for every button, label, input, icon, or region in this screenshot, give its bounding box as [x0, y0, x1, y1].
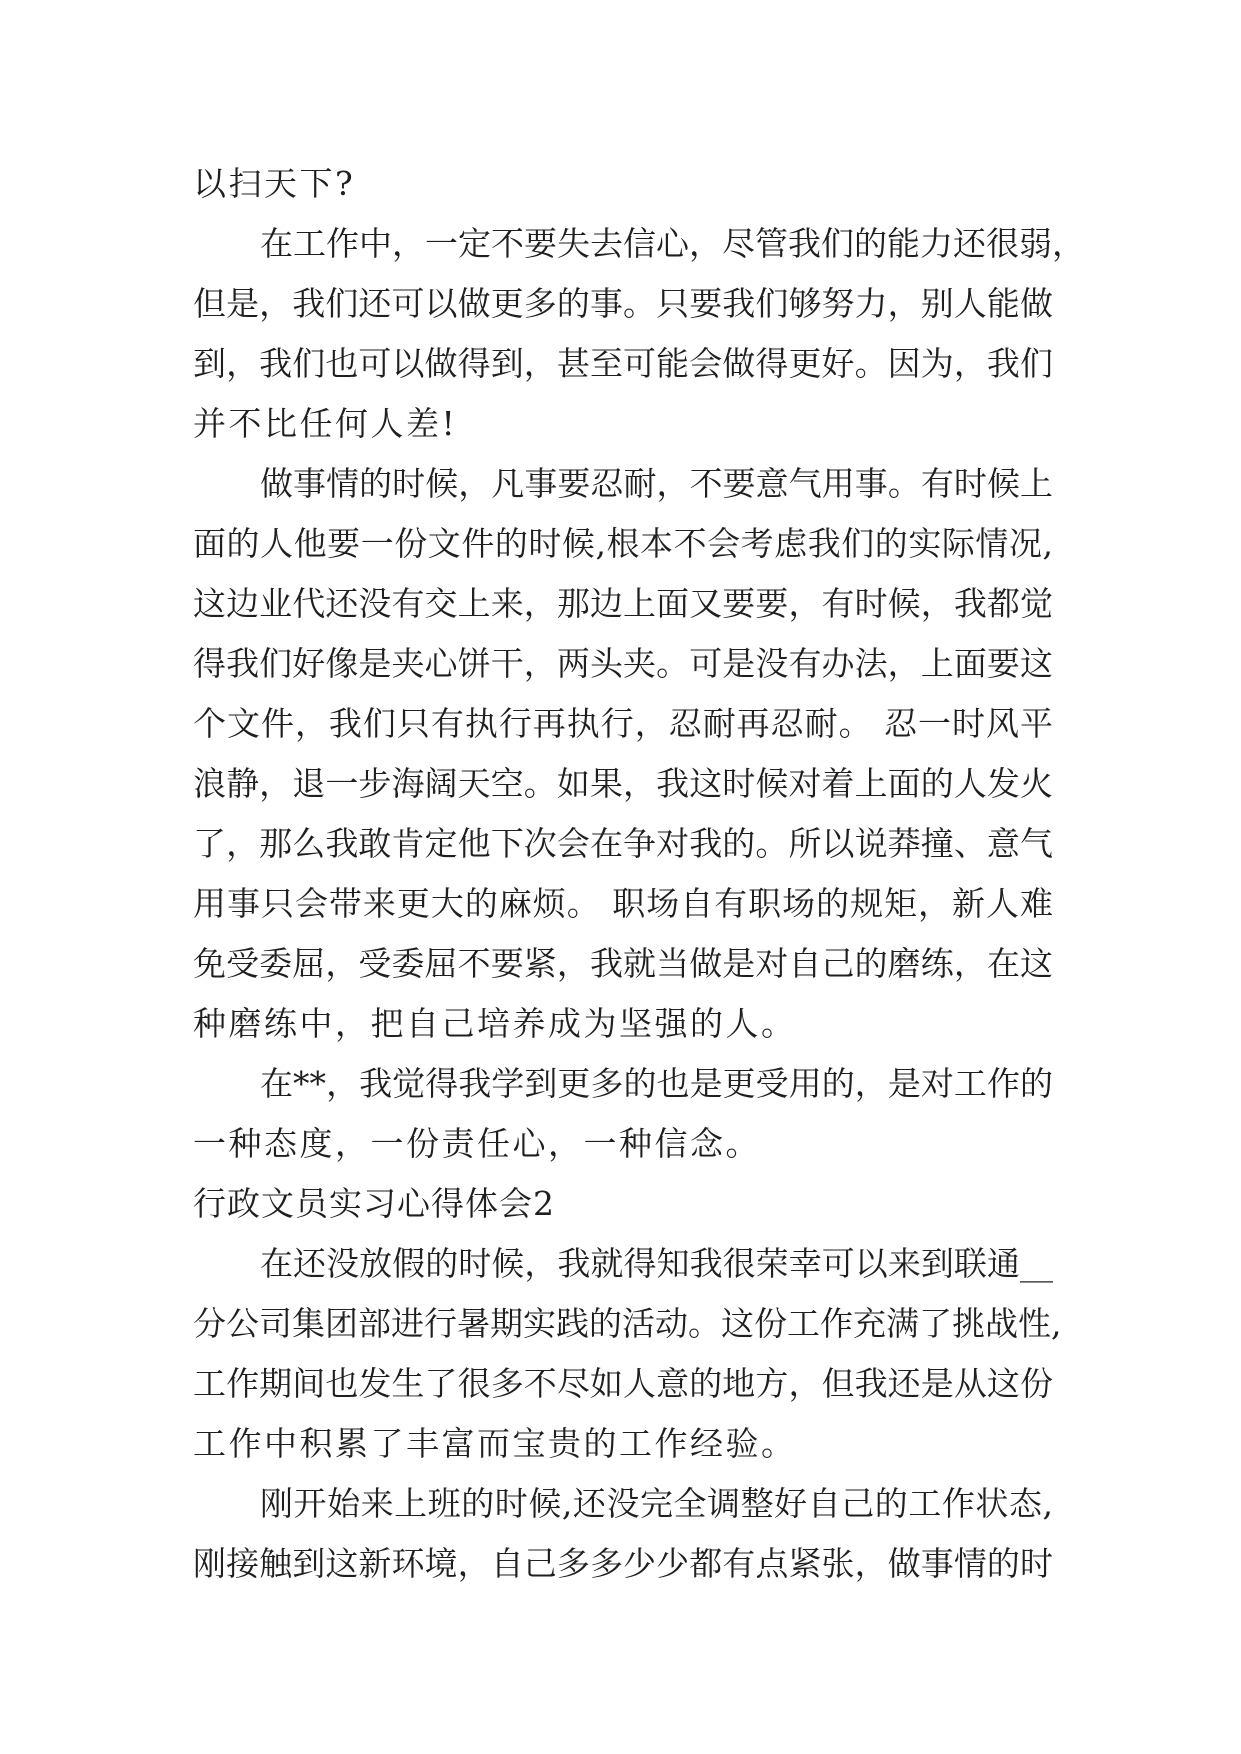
text-line: 工作中积累了丰富而宝贵的工作经验。: [193, 1424, 797, 1463]
text-line: 免受委屈，受委屈不要紧，我就当做是对自己的磨练，在这: [193, 944, 1053, 983]
text-line: 一种态度，一份责任心，一种信念。: [193, 1124, 761, 1163]
text-line: 在还没放假的时候，我就得知我很荣幸可以来到联通__: [260, 1244, 1053, 1283]
text-line: 到，我们也可以做得到，甚至可能会做得更好。因为，我们: [193, 344, 1053, 383]
text-line: 刚开始来上班的时候,还没完全调整好自己的工作状态,: [260, 1484, 1053, 1523]
text-line: 以扫天下?: [193, 164, 356, 203]
text-line: 个文件，我们只有执行再执行，忍耐再忍耐。 忍一时风平: [193, 704, 1053, 743]
section-heading: 行政文员实习心得体会2: [193, 1184, 555, 1223]
text-line: 面的人他要一份文件的时候,根本不会考虑我们的实际情况,: [193, 524, 1053, 563]
text-line: 并不比任何人差!: [193, 404, 458, 443]
document-body: [193, 154, 1085, 1594]
text-line: 种磨练中，把自己培养成为坚强的人。: [193, 1004, 797, 1043]
text-line: 在**，我觉得我学到更多的也是更受用的，是对工作的: [260, 1064, 1053, 1103]
text-line: 刚接触到这新环境，自己多多少少都有点紧张，做事情的时: [193, 1544, 1053, 1583]
text-line: 工作期间也发生了很多不尽如人意的地方，但我还是从这份: [193, 1364, 1053, 1403]
text-line: 分公司集团部进行暑期实践的活动。这份工作充满了挑战性,: [193, 1304, 1062, 1343]
text-line: 做事情的时候，凡事要忍耐，不要意气用事。有时候上: [260, 464, 1053, 503]
text-line: 用事只会带来更大的麻烦。 职场自有职场的规矩，新人难: [193, 884, 1053, 923]
text-line: 了，那么我敢肯定他下次会在争对我的。所以说莽撞、意气: [193, 824, 1053, 863]
text-line: 在工作中，一定不要失去信心，尽管我们的能力还很弱，: [260, 224, 1085, 263]
text-line: 这边业代还没有交上来，那边上面又要要，有时候，我都觉: [193, 584, 1053, 623]
text-line: 得我们好像是夹心饼干，两头夹。可是没有办法，上面要这: [193, 644, 1053, 683]
text-line: 但是，我们还可以做更多的事。只要我们够努力，别人能做: [193, 284, 1053, 323]
text-line: 浪静，退一步海阔天空。如果，我这时候对着上面的人发火: [193, 764, 1053, 803]
